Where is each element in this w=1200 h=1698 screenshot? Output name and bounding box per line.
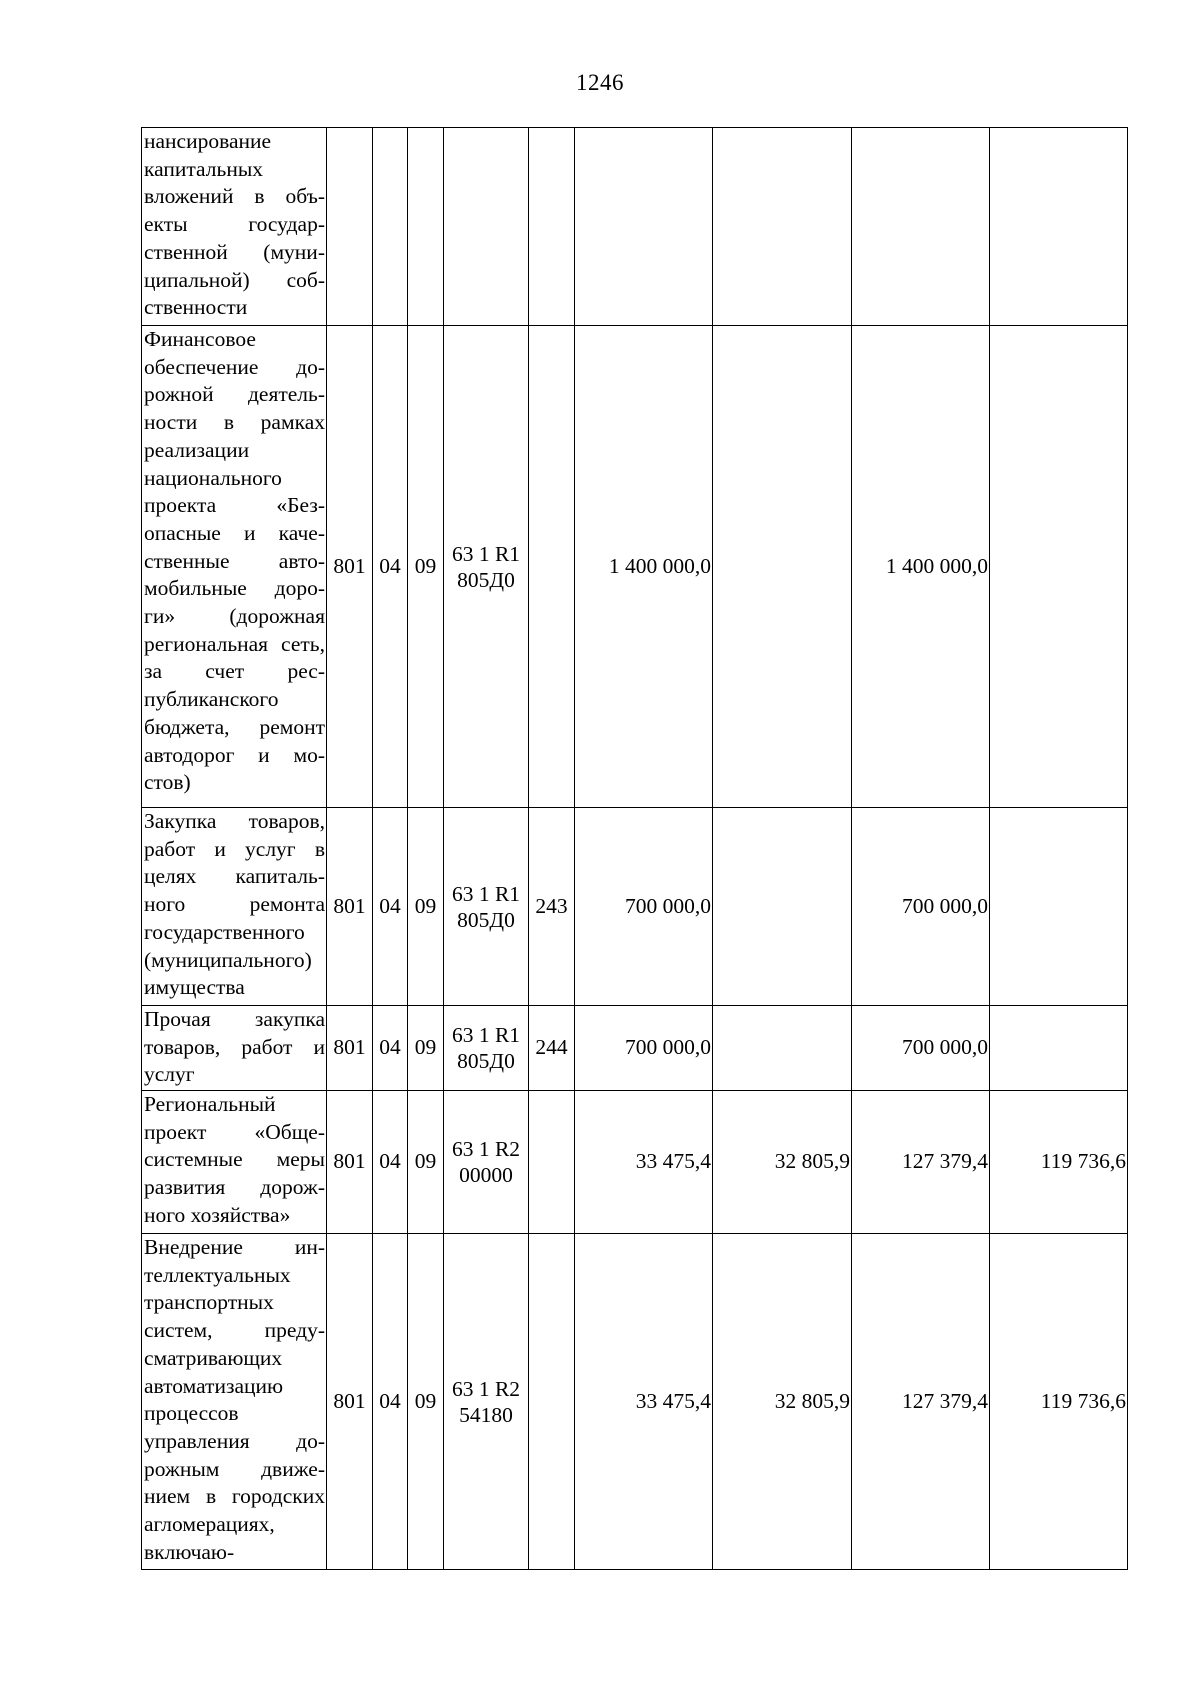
target-article-line-2: 00000 bbox=[459, 1163, 513, 1187]
admin-code-cell bbox=[327, 128, 373, 326]
amount-4-cell bbox=[990, 128, 1128, 326]
amount-3-cell: 127 379,4 bbox=[852, 1091, 990, 1234]
target-article-line-1: 63 1 R1 bbox=[451, 541, 521, 566]
amount-2-cell: 32 805,9 bbox=[713, 1234, 852, 1570]
table-row bbox=[142, 1006, 1128, 1091]
amount-2-cell bbox=[713, 128, 852, 326]
section-code-cell: 04 bbox=[373, 1234, 408, 1570]
target-article-line-1: 63 1 R1 bbox=[451, 1023, 521, 1047]
table-row bbox=[142, 808, 1128, 1006]
admin-code-cell: 801 bbox=[327, 326, 373, 808]
row-name-cell: Внедрение интеллектуальных транспортных систем, предусматривающих автоматизацию процессов управления дорожным движением в городских агломерациях, включаю- bbox=[142, 1234, 327, 1570]
subsection-code-cell: 09 bbox=[408, 1091, 444, 1234]
target-article-line-2: 805Д0 bbox=[457, 567, 515, 592]
expense-type-cell bbox=[529, 1091, 575, 1234]
target-article-cell bbox=[444, 1006, 529, 1091]
section-code-cell: 04 bbox=[373, 808, 408, 1006]
amount-4-cell bbox=[990, 808, 1128, 1006]
amount-1-cell bbox=[575, 128, 713, 326]
subsection-code-cell: 09 bbox=[408, 326, 444, 808]
section-code-cell: 04 bbox=[373, 1006, 408, 1091]
section-code-cell: 04 bbox=[373, 326, 408, 808]
table-row bbox=[142, 128, 1128, 326]
subsection-code-cell: 09 bbox=[408, 1234, 444, 1570]
amount-4-cell: 119 736,6 bbox=[990, 1091, 1128, 1234]
admin-code-cell: 801 bbox=[327, 1006, 373, 1091]
table-row bbox=[142, 1234, 1128, 1570]
amount-1-cell: 33 475,4 bbox=[575, 1091, 713, 1234]
target-article-line-2: 805Д0 bbox=[457, 1049, 515, 1073]
amount-3-cell: 700 000,0 bbox=[852, 1006, 990, 1091]
expense-type-cell: 243 bbox=[529, 808, 575, 1006]
row-name-cell: Региональный проект «Общесистемные меры развития дорожного хозяйства» bbox=[142, 1091, 327, 1234]
admin-code-cell: 801 bbox=[327, 1091, 373, 1234]
expense-type-cell bbox=[529, 326, 575, 808]
amount-4-cell: 119 736,6 bbox=[990, 1234, 1128, 1570]
row-name-cell: Закупка товаров, работ и услуг в целях капитального ремонта государственного (муниципального) имущества bbox=[142, 808, 327, 1006]
page-number: 1246 bbox=[576, 70, 624, 95]
amount-1-cell: 700 000,0 bbox=[575, 1006, 713, 1091]
target-article-line-2: 54180 bbox=[459, 1402, 513, 1427]
amount-1-cell: 700 000,0 bbox=[575, 808, 713, 1006]
amount-3-cell: 700 000,0 bbox=[852, 808, 990, 1006]
row-name-cell: Финансовое обеспечение дорожной деятельности в рамках реализации национального проекта «Безопасные и качественные автомобильные дороги» (дорожная региональная сеть, за счет республиканского бюджета, ремонт автодорог и мостов) bbox=[142, 326, 327, 808]
target-article-cell bbox=[444, 128, 529, 326]
target-article-cell bbox=[444, 326, 529, 808]
admin-code-cell: 801 bbox=[327, 1234, 373, 1570]
amount-1-cell: 1 400 000,0 bbox=[575, 326, 713, 808]
target-article-line-1: 63 1 R2 bbox=[451, 1137, 521, 1161]
amount-3-cell: 1 400 000,0 bbox=[852, 326, 990, 808]
row-name-cell: Прочая закупка товаров, работ и услуг bbox=[142, 1006, 327, 1091]
amount-2-cell bbox=[713, 326, 852, 808]
subsection-code-cell: 09 bbox=[408, 1006, 444, 1091]
amount-2-cell bbox=[713, 1006, 852, 1091]
amount-3-cell: 127 379,4 bbox=[852, 1234, 990, 1570]
section-code-cell bbox=[373, 128, 408, 326]
amount-2-cell bbox=[713, 808, 852, 1006]
target-article-line-2: 805Д0 bbox=[457, 907, 515, 932]
amount-1-cell: 33 475,4 bbox=[575, 1234, 713, 1570]
expense-type-cell bbox=[529, 128, 575, 326]
target-article-cell bbox=[444, 1091, 529, 1234]
target-article-line-1: 63 1 R1 bbox=[451, 881, 521, 906]
section-code-cell: 04 bbox=[373, 1091, 408, 1234]
row-name-cell: нансирование капитальных вложений в объекты государственной (муниципальной) собственности bbox=[142, 128, 327, 326]
budget-table bbox=[141, 127, 1128, 1570]
subsection-code-cell bbox=[408, 128, 444, 326]
target-article-cell bbox=[444, 1234, 529, 1570]
amount-4-cell bbox=[990, 1006, 1128, 1091]
target-article-cell bbox=[444, 808, 529, 1006]
expense-type-cell bbox=[529, 1234, 575, 1570]
table-row bbox=[142, 326, 1128, 808]
admin-code-cell: 801 bbox=[327, 808, 373, 1006]
subsection-code-cell: 09 bbox=[408, 808, 444, 1006]
table-row bbox=[142, 1091, 1128, 1234]
target-article-line-1: 63 1 R2 bbox=[451, 1376, 521, 1401]
amount-3-cell bbox=[852, 128, 990, 326]
amount-2-cell: 32 805,9 bbox=[713, 1091, 852, 1234]
expense-type-cell: 244 bbox=[529, 1006, 575, 1091]
amount-4-cell bbox=[990, 326, 1128, 808]
